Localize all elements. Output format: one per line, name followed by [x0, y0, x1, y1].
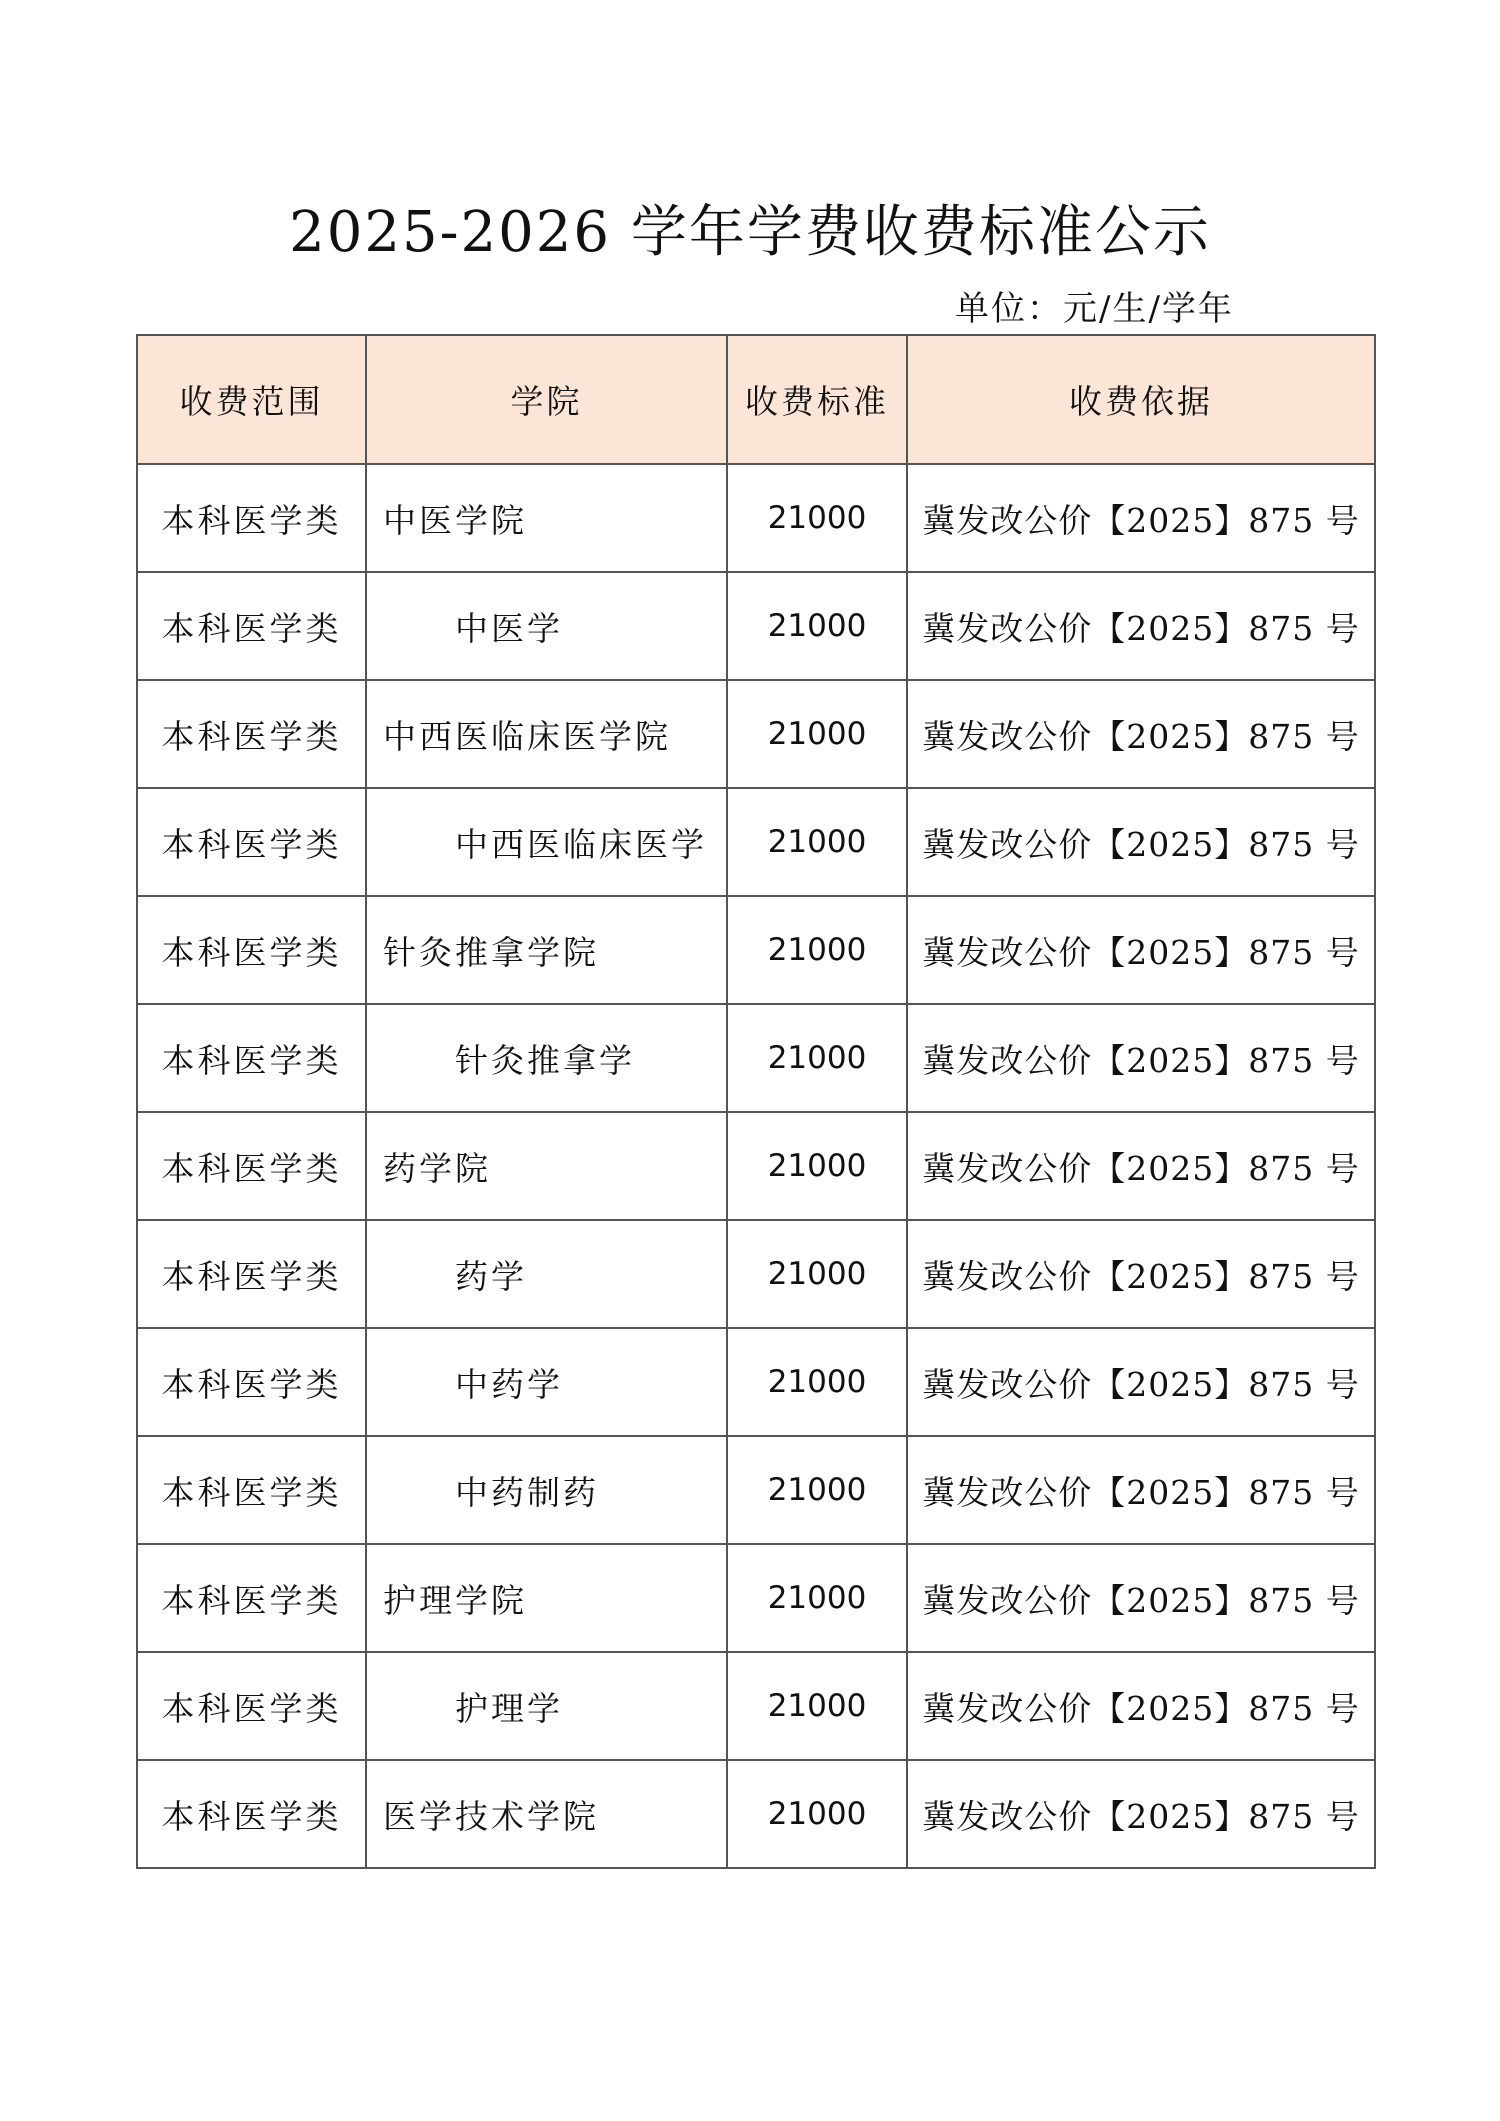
cell-fee-scope: 本科医学类	[137, 680, 366, 788]
table-row	[137, 1436, 1375, 1544]
cell-fee-scope: 本科医学类	[137, 896, 366, 1004]
cell-fee-standard: 21000	[727, 680, 907, 788]
cell-fee-scope: 本科医学类	[137, 1220, 366, 1328]
cell-fee-standard: 21000	[727, 1328, 907, 1436]
cell-fee-scope: 本科医学类	[137, 572, 366, 680]
header-fee-standard: 收费标准	[727, 335, 907, 464]
header-fee-basis: 收费依据	[907, 335, 1375, 464]
table-header	[137, 335, 1375, 464]
cell-fee-scope: 本科医学类	[137, 788, 366, 896]
cell-fee-standard: 21000	[727, 1004, 907, 1112]
table-row	[137, 464, 1375, 572]
cell-fee-standard: 21000	[727, 788, 907, 896]
cell-fee-scope: 本科医学类	[137, 1760, 366, 1868]
table-row	[137, 680, 1375, 788]
page-title: 2025-2026 学年学费收费标准公示	[289, 200, 1211, 265]
cell-fee-standard: 21000	[727, 1436, 907, 1544]
cell-fee-scope: 本科医学类	[137, 464, 366, 572]
cell-fee-basis: 冀发改公价【2025】875 号	[907, 1652, 1375, 1760]
table-row	[137, 1328, 1375, 1436]
cell-fee-basis: 冀发改公价【2025】875 号	[907, 896, 1375, 1004]
table-row	[137, 1220, 1375, 1328]
cell-fee-scope: 本科医学类	[137, 1112, 366, 1220]
table-body	[137, 464, 1375, 1868]
cell-fee-standard: 21000	[727, 1544, 907, 1652]
cell-fee-standard: 21000	[727, 896, 907, 1004]
cell-fee-standard: 21000	[727, 1220, 907, 1328]
cell-college: 中医学院	[366, 464, 727, 572]
cell-fee-basis: 冀发改公价【2025】875 号	[907, 1112, 1375, 1220]
cell-fee-scope: 本科医学类	[137, 1544, 366, 1652]
cell-fee-scope: 本科医学类	[137, 1328, 366, 1436]
cell-fee-basis: 冀发改公价【2025】875 号	[907, 572, 1375, 680]
cell-college: 护理学	[366, 1652, 727, 1760]
table-row	[137, 788, 1375, 896]
table-row	[137, 572, 1375, 680]
cell-college: 医学技术学院	[366, 1760, 727, 1868]
header-row	[137, 335, 1375, 464]
header-fee-scope: 收费范围	[137, 335, 366, 464]
cell-fee-standard: 21000	[727, 572, 907, 680]
cell-college: 中药制药	[366, 1436, 727, 1544]
cell-fee-basis: 冀发改公价【2025】875 号	[907, 464, 1375, 572]
cell-fee-basis: 冀发改公价【2025】875 号	[907, 680, 1375, 788]
cell-college: 针灸推拿学	[366, 1004, 727, 1112]
cell-fee-scope: 本科医学类	[137, 1436, 366, 1544]
cell-fee-basis: 冀发改公价【2025】875 号	[907, 1220, 1375, 1328]
table-row	[137, 1004, 1375, 1112]
fee-table	[136, 334, 1376, 1869]
unit-note: 单位：元/生/学年	[955, 289, 1234, 329]
table-row	[137, 896, 1375, 1004]
cell-fee-basis: 冀发改公价【2025】875 号	[907, 1544, 1375, 1652]
cell-fee-standard: 21000	[727, 464, 907, 572]
cell-fee-basis: 冀发改公价【2025】875 号	[907, 1004, 1375, 1112]
table-row	[137, 1544, 1375, 1652]
cell-college: 中西医临床医学	[366, 788, 727, 896]
cell-fee-basis: 冀发改公价【2025】875 号	[907, 1328, 1375, 1436]
cell-college: 针灸推拿学院	[366, 896, 727, 1004]
header-college: 学院	[366, 335, 727, 464]
cell-fee-basis: 冀发改公价【2025】875 号	[907, 1760, 1375, 1868]
table-row	[137, 1112, 1375, 1220]
cell-college: 中西医临床医学院	[366, 680, 727, 788]
cell-fee-basis: 冀发改公价【2025】875 号	[907, 1436, 1375, 1544]
cell-college: 护理学院	[366, 1544, 727, 1652]
cell-fee-basis: 冀发改公价【2025】875 号	[907, 788, 1375, 896]
cell-college: 药学	[366, 1220, 727, 1328]
cell-fee-scope: 本科医学类	[137, 1652, 366, 1760]
cell-college: 中药学	[366, 1328, 727, 1436]
cell-fee-standard: 21000	[727, 1652, 907, 1760]
cell-fee-standard: 21000	[727, 1112, 907, 1220]
cell-fee-standard: 21000	[727, 1760, 907, 1868]
table-row	[137, 1652, 1375, 1760]
cell-college: 中医学	[366, 572, 727, 680]
cell-college: 药学院	[366, 1112, 727, 1220]
cell-fee-scope: 本科医学类	[137, 1004, 366, 1112]
table-row	[137, 1760, 1375, 1868]
